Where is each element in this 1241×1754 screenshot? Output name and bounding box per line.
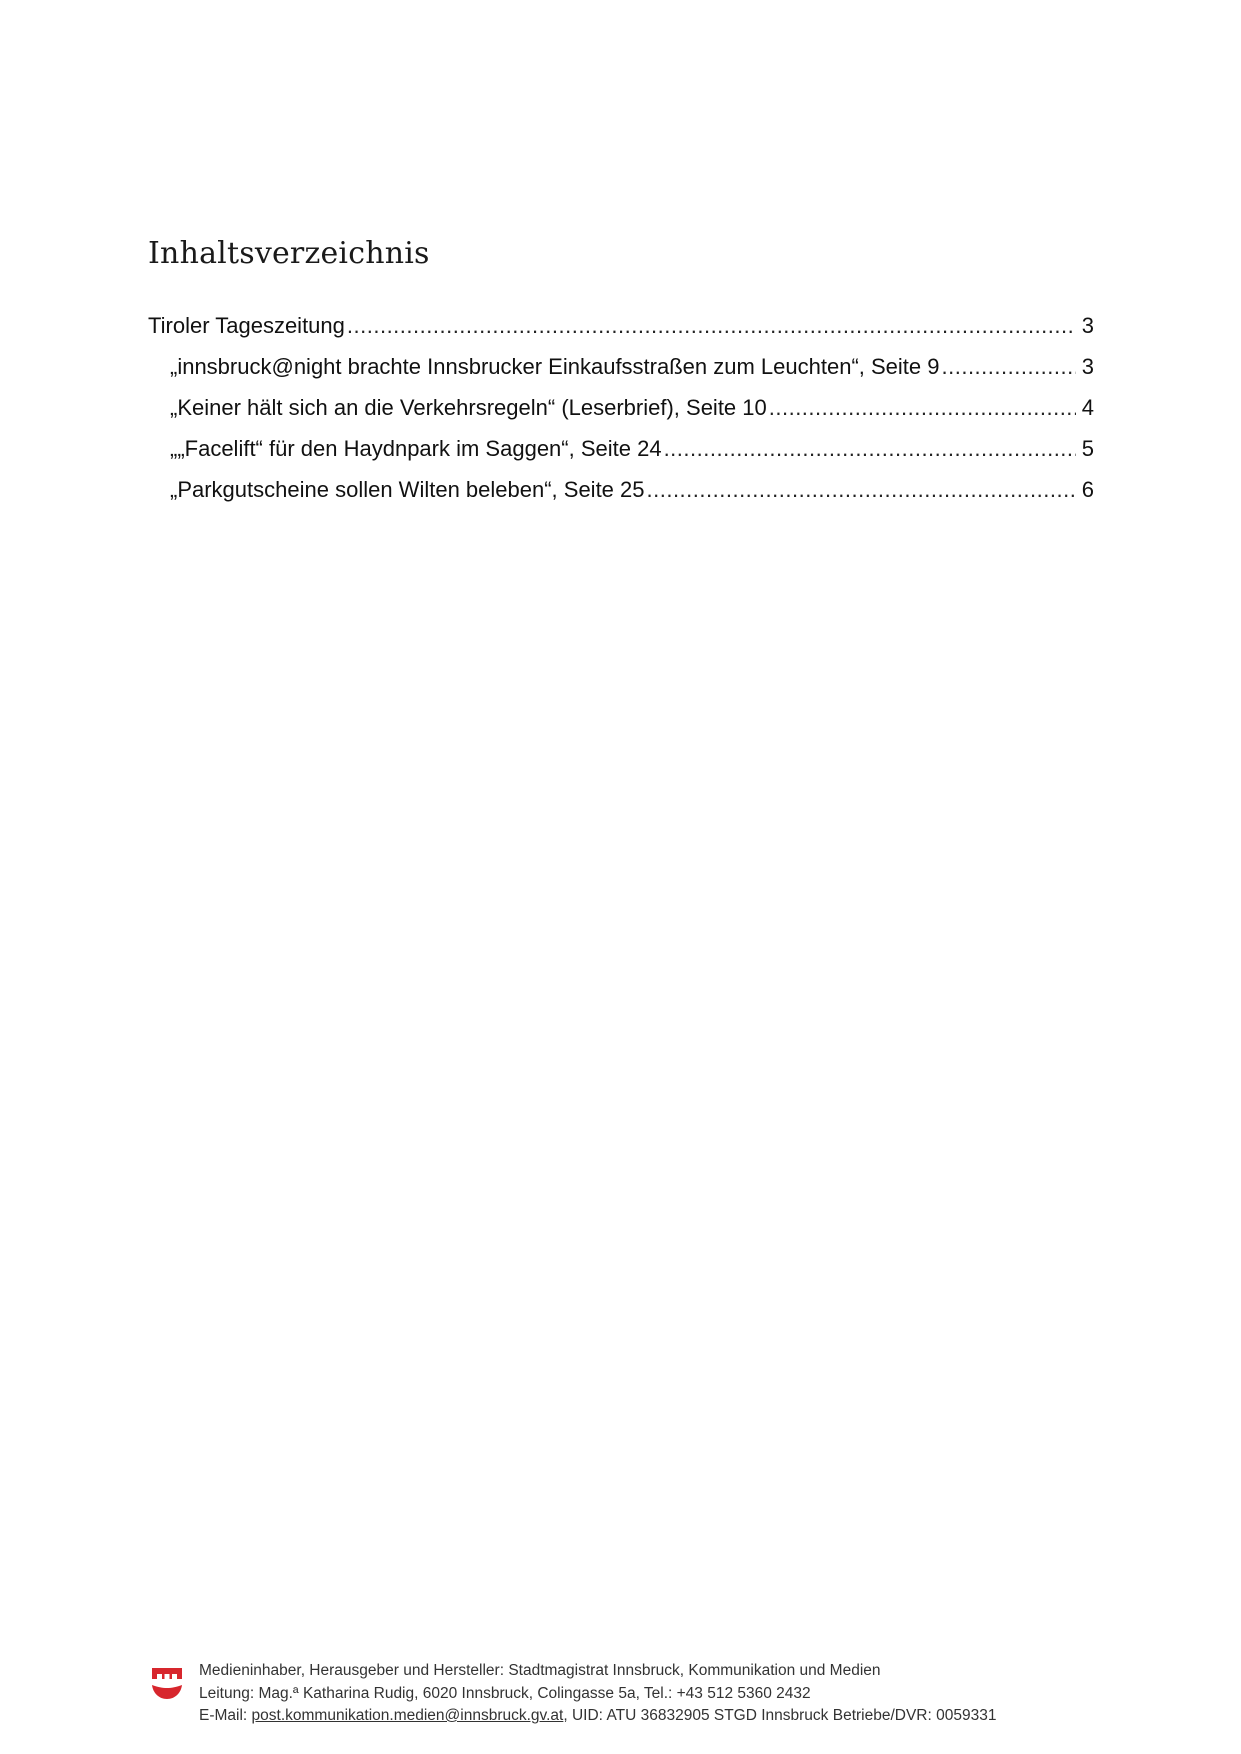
toc-entry-title: „Keiner hält sich an die Verkehrsregeln“ (Leserbrief), Seite 10 xyxy=(170,395,767,420)
toc-entry-tiroler-tageszeitung[interactable] xyxy=(148,305,1094,346)
innsbruck-logo-icon xyxy=(150,1666,184,1702)
toc-entry-verkehrsregeln[interactable] xyxy=(148,387,1094,428)
page-footer xyxy=(150,1660,1110,1730)
table-of-contents xyxy=(148,305,1094,510)
toc-entry-haydnpark[interactable] xyxy=(148,428,1094,469)
toc-entry-title: „„Facelift“ für den Haydnpark im Saggen“, Seite 24 xyxy=(170,436,662,461)
toc-entry-title: „innsbruck@night brachte Innsbrucker Einkaufsstraßen zum Leuchten“, Seite 9 xyxy=(170,354,940,379)
toc-leader-dots xyxy=(942,346,1077,387)
footer-contact-line xyxy=(199,1705,996,1728)
toc-leader-dots xyxy=(347,305,1076,346)
toc-entry-parkgutscheine[interactable] xyxy=(148,469,1094,510)
toc-heading: Inhaltsverzeichnis xyxy=(148,236,430,271)
toc-entry-page-number: 5 xyxy=(1081,436,1094,461)
toc-entry-page-number: 4 xyxy=(1081,395,1094,420)
toc-entry-innsbruck-night[interactable] xyxy=(148,346,1094,387)
toc-entry-title: Tiroler Tageszeitung xyxy=(148,313,345,338)
footer-publisher-line: Medieninhaber, Herausgeber und Hersteller: Stadtmagistrat Innsbruck, Kommunikation und Medien xyxy=(199,1662,881,1679)
toc-leader-dots xyxy=(647,469,1077,510)
toc-leader-dots xyxy=(769,387,1076,428)
footer-uid-text: , UID: ATU 36832905 STGD Innsbruck Betriebe/DVR: 0059331 xyxy=(563,1707,997,1724)
footer-email-link[interactable]: post.kommunikation.medien@innsbruck.gv.at xyxy=(251,1707,564,1724)
footer-imprint xyxy=(199,1660,996,1728)
toc-entry-page-number: 3 xyxy=(1081,354,1094,379)
toc-entry-page-number: 3 xyxy=(1081,313,1094,338)
toc-entry-page-number: 6 xyxy=(1081,477,1094,502)
toc-leader-dots xyxy=(664,428,1076,469)
footer-email-label: E-Mail: xyxy=(199,1707,252,1724)
toc-entry-title: „Parkgutscheine sollen Wilten beleben“, Seite 25 xyxy=(170,477,645,502)
footer-management-line: Leitung: Mag.ª Katharina Rudig, 6020 Innsbruck, Colingasse 5a, Tel.: +43 512 5360 2432 xyxy=(199,1684,811,1702)
